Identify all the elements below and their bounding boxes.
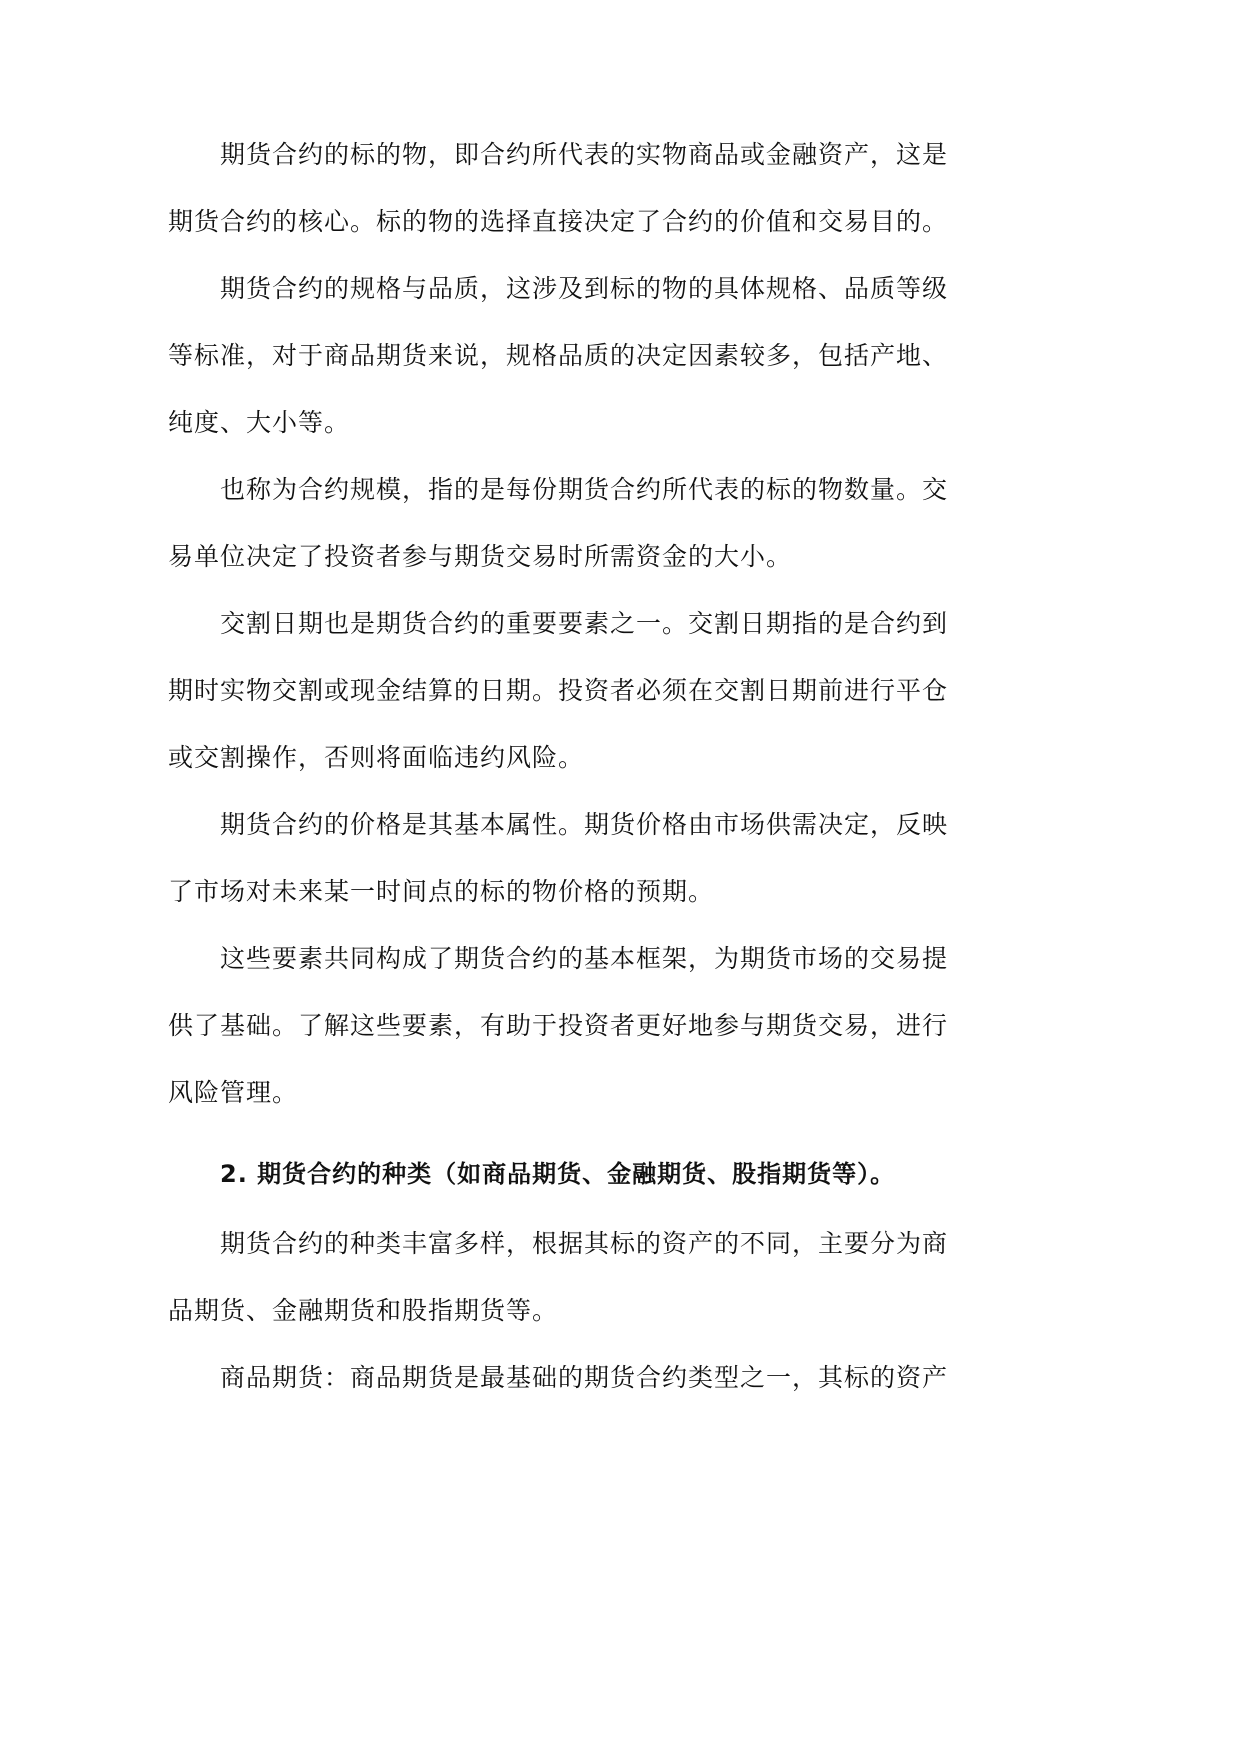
paragraph-commodity-futures: 商品期货：商品期货是最基础的期货合约类型之一，其标的资产 xyxy=(220,1363,949,1392)
paragraph-delivery-date: 交割日期也是期货合约的重要要素之一。交割日期指的是合约到期时实物交割或现金结算的日期。投资者必须在交割日期前进行平仓或交割操作，否则将面临违约风险。 xyxy=(168,609,949,772)
document-body xyxy=(168,121,948,1411)
paragraph-framework-summary: 这些要素共同构成了期货合约的基本框架，为期货市场的交易提供了基础。了解这些要素，有助于投资者更好地参与期货交易，进行风险管理。 xyxy=(168,944,949,1107)
section-heading: 2. 期货合约的种类（如商品期货、金融期货、股指期货等）。 xyxy=(220,1160,896,1188)
paragraph-specification-quality: 期货合约的规格与品质，这涉及到标的物的具体规格、品质等级等标准，对于商品期货来说，规格品质的决定因素较多，包括产地、纯度、大小等。 xyxy=(168,274,949,437)
paragraph-underlying-asset: 期货合约的标的物，即合约所代表的实物商品或金融资产，这是期货合约的核心。标的物的选择直接决定了合约的价值和交易目的。 xyxy=(168,140,949,236)
paragraph-trading-unit: 也称为合约规模，指的是每份期货合约所代表的标的物数量。交易单位决定了投资者参与期货交易时所需资金的大小。 xyxy=(168,475,949,571)
paragraph-contract-price: 期货合约的价格是其基本属性。期货价格由市场供需决定，反映了市场对未来某一时间点的标的物价格的预期。 xyxy=(168,810,949,906)
paragraph-contract-types: 期货合约的种类丰富多样，根据其标的资产的不同，主要分为商品期货、金融期货和股指期货等。 xyxy=(168,1229,949,1325)
